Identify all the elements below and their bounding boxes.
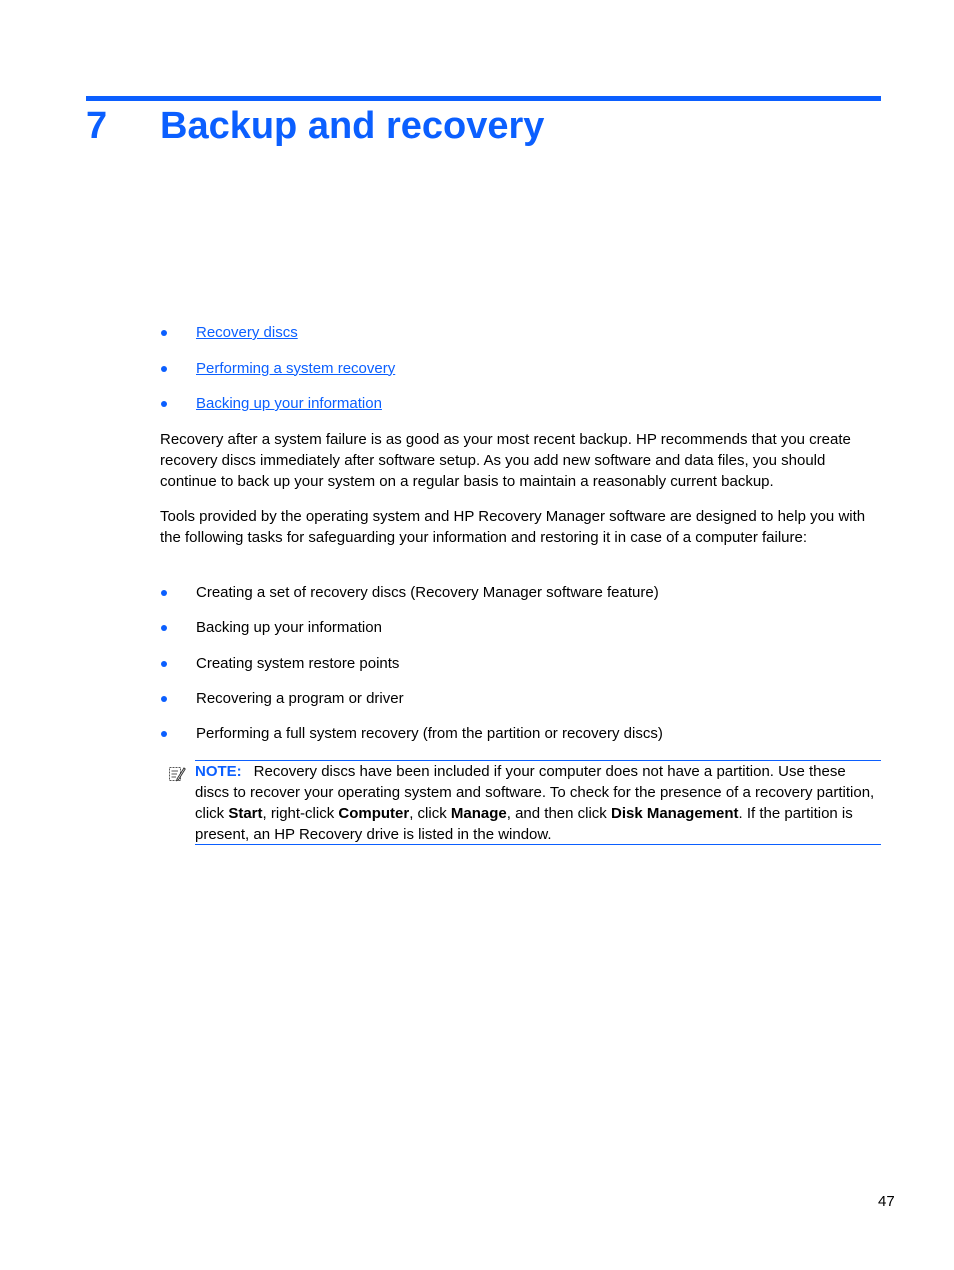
list-item (160, 654, 663, 674)
task-text: Backing up your information (196, 619, 382, 637)
note-text-part: , click (409, 805, 451, 822)
note-text-part: , right-click (262, 805, 339, 822)
note-text-part: . If the partition is present, an HP Recovery drive is listed in the window. (195, 805, 853, 843)
note-bold-manage: Manage (450, 805, 507, 822)
tasks-list (160, 583, 663, 759)
bullet-dot-icon (161, 731, 167, 737)
note-bold-computer: Computer (338, 805, 410, 822)
note-box (195, 760, 881, 845)
note-pencil-icon (168, 765, 186, 783)
task-text: Creating a set of recovery discs (Recovery Manager software feature) (196, 584, 659, 601)
bullet-dot-icon (161, 696, 167, 702)
list-item (160, 618, 663, 638)
task-text: Recovering a program or driver (196, 689, 404, 707)
bullet-dot-icon (161, 401, 167, 407)
toc-link-recovery-discs[interactable]: Recovery discs (196, 324, 298, 341)
toc-link-backing-up-information[interactable]: Backing up your information (196, 395, 382, 412)
list-item (160, 689, 663, 709)
bullet-dot-icon (161, 330, 167, 336)
intro-paragraph: Recovery after a system failure is as good as your most recent backup. HP recommends that you create recovery discs immediately after software setup. As you add new software and data files, you should continue to back up your system on a regular basis to maintain a reasonably current backup. (160, 431, 851, 490)
note-bold-start: Start (228, 805, 263, 822)
chapter-number: 7 (86, 105, 108, 147)
page-number: 47 (878, 1193, 895, 1210)
toc-link-performing-system-recovery[interactable]: Performing a system recovery (196, 359, 396, 377)
note-text-part: Recovery discs have been included if your computer does not have a partition. Use these discs to recover your operating system and software. To check for the presence of a recovery partition, click (195, 763, 875, 822)
toc-item (160, 359, 395, 379)
note-label: NOTE: (195, 763, 242, 780)
chapter-toc-links (160, 323, 395, 430)
task-text: Performing a full system recovery (from the partition or recovery discs) (196, 725, 663, 743)
note-text (195, 761, 875, 845)
bullet-dot-icon (161, 625, 167, 631)
chapter-title: Backup and recovery (160, 105, 545, 147)
note-bold-disk-management: Disk Management (610, 805, 739, 822)
bullet-dot-icon (161, 366, 167, 372)
bullet-dot-icon (161, 590, 167, 596)
toc-item (160, 394, 395, 414)
toc-item (160, 323, 395, 343)
tools-paragraph: Tools provided by the operating system and HP Recovery Manager software are designed to help you with the following tasks for safeguarding your information and restoring it in case of a computer failure: (160, 508, 866, 546)
note-text-part: , and then click (506, 805, 611, 822)
chapter-rule (86, 96, 881, 101)
task-text: Creating system restore points (196, 654, 400, 672)
bullet-dot-icon (161, 661, 167, 667)
list-item (160, 724, 663, 744)
list-item (160, 583, 663, 603)
